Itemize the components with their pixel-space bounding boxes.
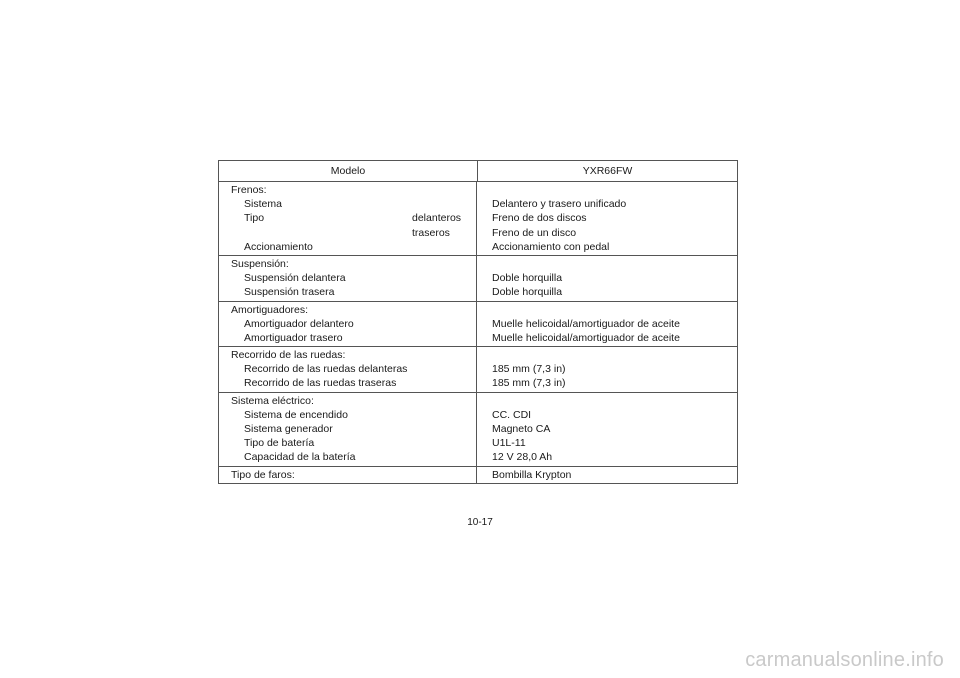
table-header-row	[219, 161, 737, 182]
frenos-sistema-value: Delantero y trasero unificado	[492, 198, 627, 211]
model-label: Modelo	[219, 161, 478, 181]
model-value: YXR66FW	[582, 165, 633, 177]
section-amortiguadores	[219, 302, 737, 348]
frenos-delanteros-value: Freno de dos discos	[492, 212, 587, 225]
frenos-accionamiento-value: Accionamiento con pedal	[492, 240, 610, 253]
suspension-delantera-label: Suspensión delantera	[244, 272, 346, 285]
amortiguador-delantero-value: Muelle helicoidal/amortiguador de aceite	[492, 317, 680, 330]
frenos-sistema-label: Sistema	[244, 198, 282, 211]
generador-value: Magneto CA	[492, 423, 551, 435]
suspension-trasera-value: Doble horquilla	[492, 286, 563, 299]
section-electrico	[219, 393, 737, 467]
encendido-label: Sistema de encendido	[244, 408, 348, 421]
amortiguador-trasero-label: Amortiguador trasero	[244, 331, 343, 344]
amortiguador-delantero-label: Amortiguador delantero	[244, 317, 354, 330]
amortiguador-trasero-value: Muelle helicoidal/amortiguador de aceite	[492, 331, 680, 344]
amortiguadores-title: Amortiguadores:	[231, 303, 309, 316]
recorrido-delanteras-value: 185 mm (7,3 in)	[492, 363, 566, 376]
section-recorrido	[219, 347, 737, 393]
bateria-label: Tipo de batería	[244, 437, 315, 450]
bateria-value: U1L-11	[492, 437, 526, 450]
faros-title: Tipo de faros:	[231, 468, 295, 481]
recorrido-traseras-value: 185 mm (7,3 in)	[492, 377, 566, 390]
frenos-accionamiento-label: Accionamiento	[244, 240, 313, 253]
capacidad-value: 12 V 28,0 Ah	[492, 451, 553, 464]
frenos-traseros-row	[219, 226, 476, 240]
frenos-tipo-label: Tipo	[244, 212, 265, 225]
encendido-value: CC. CDI	[492, 408, 532, 421]
page-number: 10-17	[467, 517, 493, 528]
frenos-title: Frenos:	[231, 184, 267, 196]
recorrido-delanteras-label: Recorrido de las ruedas delanteras	[244, 363, 408, 376]
suspension-delantera-value: Doble horquilla	[492, 272, 563, 285]
electrico-title: Sistema eléctrico:	[231, 394, 314, 407]
frenos-traseros-value: Freno de un disco	[492, 226, 577, 239]
recorrido-traseras-label: Recorrido de las ruedas traseras	[244, 377, 397, 390]
frenos-delanteros-label: delanteros	[412, 212, 462, 225]
generador-label: Sistema generador	[244, 423, 333, 435]
capacidad-label: Capacidad de la batería	[244, 451, 356, 464]
spec-table	[218, 160, 738, 484]
suspension-title: Suspensión:	[231, 257, 289, 270]
section-frenos	[219, 182, 737, 256]
faros-value: Bombilla Krypton	[492, 468, 572, 481]
section-faros	[219, 467, 737, 483]
section-suspension	[219, 256, 737, 302]
suspension-trasera-label: Suspensión trasera	[244, 286, 335, 299]
watermark: carmanualsonline.info	[745, 649, 944, 671]
frenos-traseros-label: traseros	[412, 226, 450, 239]
recorrido-title: Recorrido de las ruedas:	[231, 349, 346, 362]
frenos-tipo-row	[219, 211, 476, 225]
